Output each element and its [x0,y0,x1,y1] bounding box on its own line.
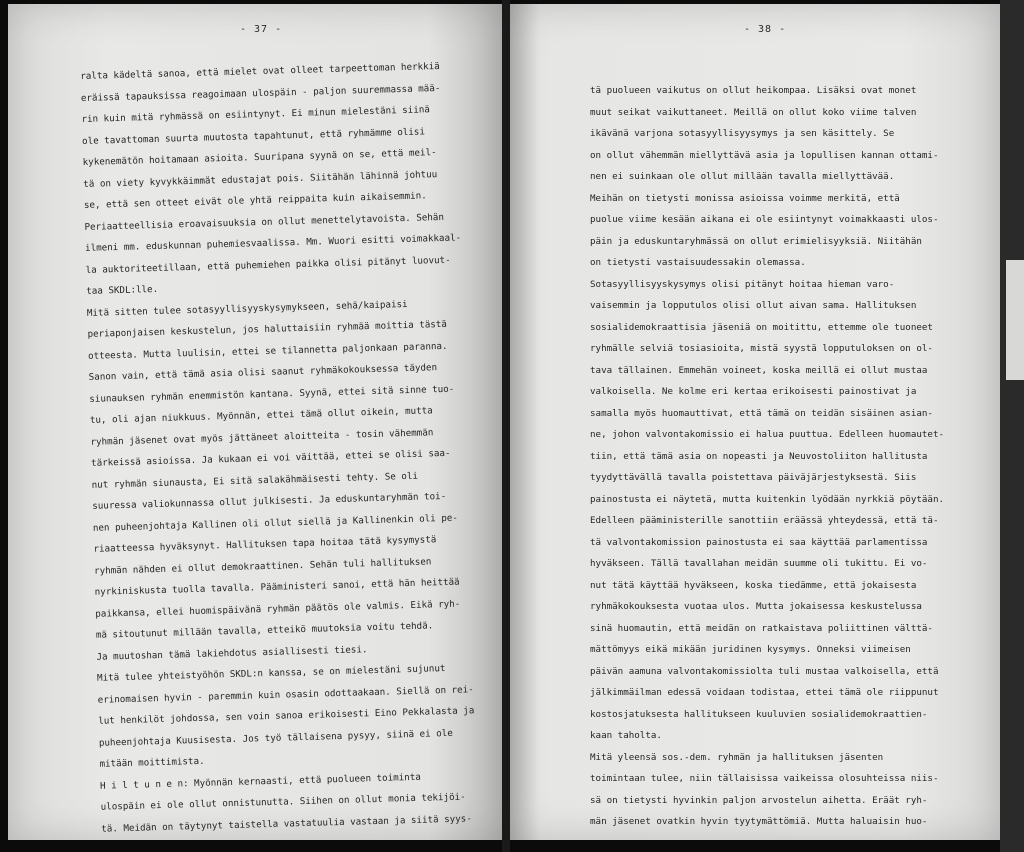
text-line: päivän aamuna valvontakomissiolta tuli mustaa valkoisella, että [590,665,939,677]
text-line: ikävänä varjona sotasyyllisyysymys ja sen käsittely. Se [590,128,895,139]
adjacent-page-strip [1006,260,1024,380]
text-line: siunauksen ryhmän enemmistön kantana. Syynä, ettei sitä sinne tuo- [89,383,455,405]
page-edge [1000,0,1024,852]
text-line: kykenemätön hoitamaan asioita. Suuripana syynä on se, että meil- [82,147,437,168]
text-line: Edelleen pääministerille sanottiin eräässä yhteydessä, että tä- [590,515,939,526]
text-line: tiin, että tämä asia on nopeasti ja Neuvostoliiton hallitusta [590,450,928,462]
text-line: periaponjaisen keskustelun, jos haluttaisiin ryhmää moittia tästä [87,318,448,340]
text-line: nen puheenjohtaja Kallinen oli ollut siellä ja Kallinenkin oli pe- [92,512,458,534]
text-line: Ja muutoshan tämä lakiehdotus asiallisesti tiesi. [96,643,368,663]
text-line: tu, oli ajan niukkuus. Myönnän, ettei tämä ollut oikein, mutta [89,405,433,426]
text-line: kostosjatuksesta hallitukseen kuuluvien sosialidemokraattien- [590,708,928,720]
text-line: tä puolueen vaikutus on ollut heikompaa. Lisäksi ovat monet [590,85,917,96]
text-line: ryhmäkokouksesta vuotaa ulos. Mutta jokaisessa keskustelussa [590,601,922,612]
text-line: muut seikat vaikuttaneet. Meillä on ollut koko viime talven [590,106,917,118]
text-line: riaatteessa hyväksynyt. Hallituksen tapa hoitaa tätä kysymystä [93,534,437,555]
text-line: otteesta. Mutta luulisin, ettei se tilannetta paljonkaan paranna. [87,340,448,362]
text-line: on tietysti vastaisuudessakin olemassa. [590,257,806,268]
text-line: nut tätä käyttää hyväkseen, koska tiedämme, että jokaisesta [590,579,917,591]
text-line: lut henkilöt johdossa, sen voin sanoa erikoisesti Eino Pekkalasta ja [98,705,475,727]
text-line: valkoisella. Ne kolme eri kertaa erikoisesti painostivat ja [590,386,917,397]
text-line: vaisemmin ja lopputulos olisi ollut aivan sama. Hallituksen [590,300,917,311]
right-page [510,4,1000,840]
text-line: ilmeni mm. eduskunnan puhemiesvaalissa. Mm. Wuori esitti voimakkaal- [84,232,462,254]
text-line: ryhmän jäsenet ovat myös jättäneet aloitteita - tosin vähemmän [90,426,434,448]
text-line: Meihän on tietysti monissa asioissa voimme merkitä, että [590,192,900,204]
text-line: sinä huomautin, että meidän on ratkaistava poliittinen välttä- [590,622,933,634]
text-line: toimintaan tulee, niin tällaisissa vaikeissa olosuhteissa niis- [590,773,939,784]
text-line: nut ryhmän siunausta, Ei sitä salakähmäisesti tehty. Se oli [91,470,419,491]
text-line: nen ei suinkaan ole ollut millään tavalla miellyttävää. [590,171,895,182]
text-line: la auktoriteetillaan, että puhemiehen paikka olisi pitänyt luovut- [85,254,451,276]
text-line: mitään moittimista. [99,755,205,770]
text-line: Mitä yleensä sos.-dem. ryhmän ja hallituksen jäsenten [590,751,884,763]
text-line: tärkeissä asioissa. Ja kukaan ei voi väittää, ettei se olisi saa- [90,447,451,469]
text-line: samalla myös huomauttivat, että tämä on teidän sisäinen asian- [590,407,933,419]
text-line: ne, johon valvontakomissio ei halua puuttua. Edelleen huomautet- [590,429,945,440]
text-line: suuressa valiokunnassa ollut julkisesti. Ja eduskuntaryhmän toi- [92,490,447,512]
text-line: tä on viety kyvykkäimmät edustajat pois. Siitähän lähinnä johtuu [83,168,438,190]
text-line: män jäsenet ovatkin hyvin tyytymättömiä. Mutta haluaisin huo- [590,816,928,827]
text-line: rin kuin mitä ryhmässä on esiintynyt. Ei minun mielestäni siinä [81,104,430,125]
text-line: puolue viime kesään aikana ei ole esiintynyt voimakkaasti ulos- [590,214,939,225]
text-line: päin ja eduskuntaryhmässä on ollut erimielisyyksiä. Niitähän [590,235,922,247]
text-line: Mitä sitten tulee sotasyyllisyyskysymykseen, sehä/kaipaisi [86,298,408,319]
text-line: ralta kädeltä sanoa, että mielet ovat olleet tarpeettoman herkkiä [80,60,440,82]
page-number: - 37 - [240,24,283,35]
text-line: paikkansa, ellei huomispäivänä ryhmän päätös ole valmis. Eikä ryh- [95,598,461,620]
text-line: sä on tietysti hyvinkin paljon arvostelun aihetta. Eräät ryh- [590,794,928,806]
text-line: painostusta ei näytetä, mutta kuitenkin lyödään nyrkkiä pöytään. [590,493,945,505]
text-line: ryhmälle selviä tosiasioita, mistä syystä lopputuloksen on ol- [590,343,933,354]
text-line: taa SKDL:lle. [86,283,159,297]
text-line: ole tavattoman suurta muutosta tapahtunut, että ryhmämme olisi [81,125,426,147]
text-line: jälkimmäilman edessä voidaan todistaa, ettei tämä ole riippunut [590,687,939,698]
text-line: Periaatteellisia eroavaisuuksia on ollut menettelytavoista. Sehän [84,211,445,233]
page-text [590,80,990,833]
text-line: mä sitoutunut millään tavalla, etteikö muutoksia voitu tehdä. [95,620,434,641]
text-line: ryhmän nähden ei ollut demokraattinen. Sehän tuli hallituksen [93,555,432,577]
text-line: kaan taholta. [590,730,662,741]
book-gutter [502,0,510,852]
text-line: Sanon vain, että tämä asia olisi saanut ryhmäkokouksessa täyden [88,362,438,383]
page-text [80,55,502,840]
text-line: sosialidemokraattisia jäseniä on moitittu, ettemme ole tuoneet [590,321,933,333]
text-line: ulospäin ei ole ollut onnistunutta. Siihen on ollut monia tekijöi- [100,791,466,813]
text-line: tä valvontakomission painostusta ei saa käyttää parlamentissa [590,536,928,548]
text-line: erinomaisen hyvin - paremmin kuin osasin odottaakaan. Siellä on rei- [97,683,474,706]
text-line: tyydyttävällä tavalla poistettava päiväjärjestyksestä. Siis [590,472,917,483]
text-line: Sotasyyllisyyskysymys olisi pitänyt hoitaa hieman varo- [590,278,895,290]
text-line: on ollut vähemmän miellyttävä asia ja lopullisen kannan ottami- [590,149,939,161]
text-line: puheenjohtaja Kuusisesta. Jos työ tällaisena pysyy, siinä ei ole [98,727,453,749]
text-line: tä. Meidän on täytynyt taistella vastatuulia vastaan ja siitä syys- [101,812,472,835]
text-line: H i l t u n e n: Myönnän kernaasti, että puolueen toiminta [99,771,421,792]
text-line: eräissä tapauksissa reagoimaan ulospäin - paljon suuremmassa mää- [80,82,441,104]
page-number: - 38 - [744,24,787,35]
text-line: se, että sen otteet eivät ole yhtä reippaita kuin aikaisemmin. [83,190,427,211]
text-line: mättömyys eikä mikään juridinen kysymys. Onneksi viimeisen [590,644,911,655]
text-line: Mitä tulee yhteistyöhön SKDL:n kanssa, se on mielestäni sujunut [96,663,446,684]
text-line: tava tällainen. Emmehän voineet, koska meillä ei ollut mustaa [590,364,928,376]
left-page [8,4,502,840]
text-line: nyrkiniskusta tuolla tavalla. Pääministeri sanoi, että hän heittää [94,576,460,598]
text-line: hyväkseen. Tällä tavallahan meidän suumme oli tukittu. Ei vo- [590,558,928,569]
